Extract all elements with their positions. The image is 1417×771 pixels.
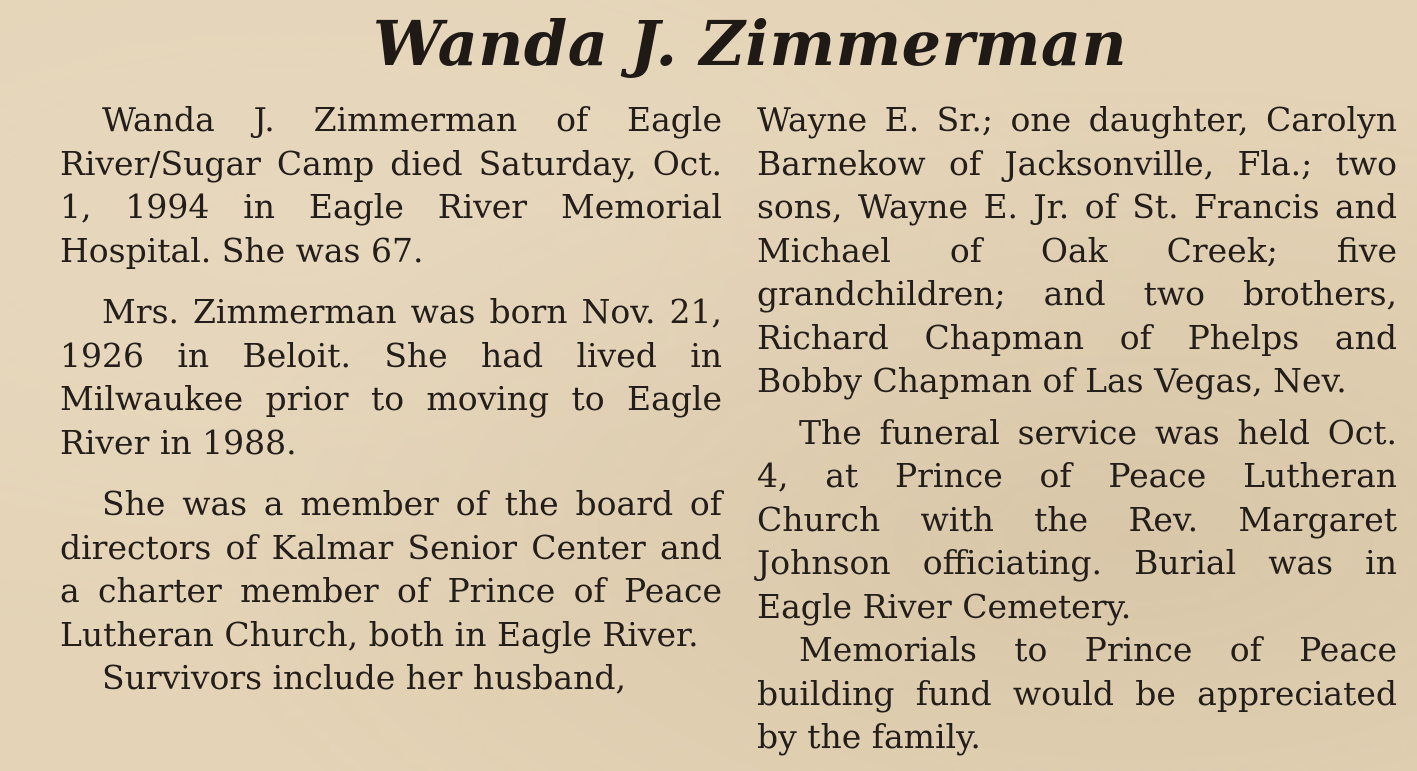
funeral-service-paragraph: The funeral service was held Oct. 4, at Prince of Peace Lutheran Church with the Rev. Margaret Johnson officiating. Burial was in Eagle River Cemetery. (757, 412, 1397, 626)
survivors-paragraph-continued: Wayne E. Sr.; one daughter, Carolyn Barnekow of Jacksonville, Fla.; two sons, Wayne E. Jr. of St. Francis and Michael of Oak Creek; five grandchildren; and two brothers, Richard Chapman of Phelps and Bobby Chapman of Las Vegas, Nev. (757, 100, 1397, 400)
obituary-headline: Wanda J. Zimmerman (372, 7, 1128, 80)
biography-paragraph: Mrs. Zimmerman was born Nov. 21, 1926 in Beloit. She had lived in Milwaukee prior to moving to Eagle River in 1988. (60, 292, 722, 462)
left-column (60, 98, 722, 700)
survivors-paragraph-start: Survivors include her husband, (102, 658, 626, 697)
right-column (757, 98, 1397, 759)
death-notice-paragraph: Wanda J. Zimmerman of Eagle River/Sugar Camp died Saturday, Oct. 1, 1994 in Eagle River Memorial Hospital. She was 67. (60, 100, 722, 270)
memberships-paragraph: She was a member of the board of directors of Kalmar Senior Center and a charter member of Prince of Peace Lutheran Church, both in Eagle River. (60, 484, 722, 654)
memorials-paragraph: Memorials to Prince of Peace building fund would be appreciated by the family. (757, 630, 1397, 756)
